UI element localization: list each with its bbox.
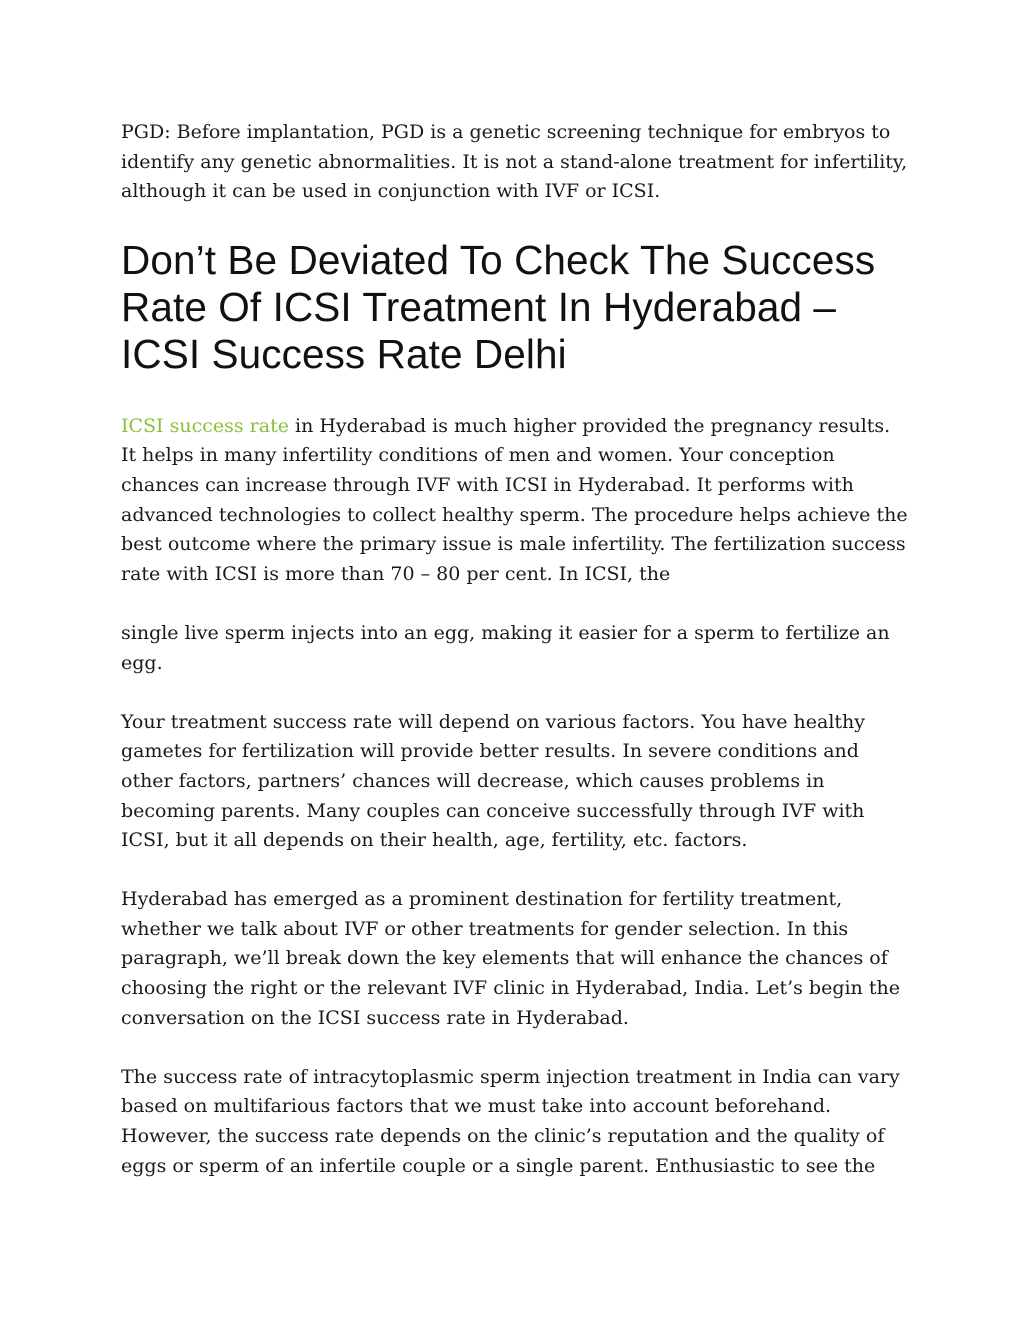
icsi-success-rate-link[interactable]: ICSI success rate (121, 414, 289, 437)
success-factors-paragraph: Your treatment success rate will depend on various factors. You have healthy gametes for fertilization will provide better results. In severe conditions and other factors, partners’ chances will decrease, which causes problems in becoming parents. Many couples can conceive successfully through IVF with ICSI, but it all depends on their health, age, fertility, etc. factors. (121, 710, 866, 852)
icsi-success-paragraph-text: in Hyderabad is much higher provided the pregnancy results. It helps in many infertility conditions of men and women. Your conception chances can increase through IVF with ICSI in Hyderabad. It performs with advanced technologies to collect healthy sperm. The procedure helps achieve the best outcome where the primary issue is male infertility. The fertilization success rate with ICSI is more than 70 – 80 per cent. In ICSI, the (121, 414, 908, 585)
icsi-success-paragraph (121, 412, 911, 590)
document-page (121, 118, 911, 1181)
sperm-injection-paragraph: single live sperm injects into an egg, making it easier for a sperm to fertilize an egg. (121, 621, 890, 674)
section-heading: Don’t Be Deviated To Check The Success Rate Of ICSI Treatment In Hyderabad – ICSI Success Rate Delhi (121, 236, 876, 377)
india-success-rate-paragraph: The success rate of intracytoplasmic sperm injection treatment in India can vary based on multifarious factors that we must take into account beforehand. However, the success rate depends on the clinic’s reputation and the quality of eggs or sperm of an infertile couple or a single parent. Enthusiastic to see the (121, 1065, 900, 1177)
pgd-paragraph: PGD: Before implantation, PGD is a genetic screening technique for embryos to identify any genetic abnormalities. It is not a stand-alone treatment for infertility, although it can be used in conjunction with IVF or ICSI. (121, 121, 908, 203)
hyderabad-destination-paragraph: Hyderabad has emerged as a prominent destination for fertility treatment, whether we talk about IVF or other treatments for gender selection. In this paragraph, we’ll break down the key elements that will enhance the chances of choosing the right or the relevant IVF clinic in Hyderabad, India. Let’s begin the conversation on the ICSI success rate in Hyderabad. (121, 888, 900, 1029)
